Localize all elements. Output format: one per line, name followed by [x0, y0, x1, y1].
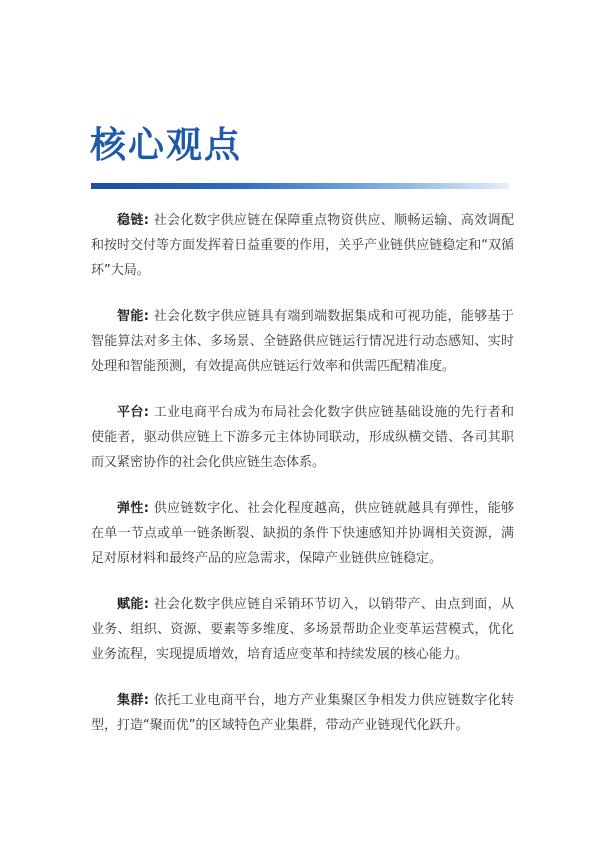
point-platform: [91, 400, 514, 475]
point-term: 智能: [117, 309, 144, 324]
point-text: 依托工业电商平台，地方产业集聚区争相发力供应链数字化转型，打造“聚而优”的区域特色产业集群，带动产业链现代化跃升。: [91, 693, 514, 733]
point-cluster: [91, 688, 514, 738]
point-text: 工业电商平台成为布局社会化数字供应链基础设施的先行者和使能者，驱动供应链上下游多元主体协同联动，形成纵横交错、各司其职而又紧密协作的社会化供应链生态体系。: [91, 405, 514, 470]
term-separator: :: [143, 309, 154, 324]
term-separator: :: [143, 693, 154, 708]
point-term: 稳链: [117, 213, 144, 228]
key-points-list: [91, 208, 514, 759]
point-intelligent: [91, 304, 514, 379]
term-separator: :: [143, 501, 154, 516]
term-separator: :: [143, 597, 154, 612]
point-term: 弹性: [117, 501, 144, 516]
point-text: 供应链数字化、社会化程度越高，供应链就越具有弹性，能够在单一节点或单一链条断裂、缺损的条件下快速感知并协调相关资源，满足对原材料和最终产品的应急需求，保障产业链供应链稳定。: [91, 501, 514, 566]
point-empowerment: [91, 592, 514, 667]
point-term: 平台: [117, 405, 144, 420]
point-text: 社会化数字供应链在保障重点物资供应、顺畅运输、高效调配和按时交付等方面发挥着日益重要的作用，关乎产业链供应链稳定和“双循环”大局。: [91, 213, 514, 278]
title-underline: [91, 183, 509, 189]
point-resilience: [91, 496, 514, 571]
point-stable-chain: [91, 208, 514, 283]
point-text: 社会化数字供应链具有端到端数据集成和可视功能，能够基于智能算法对多主体、多场景、全链路供应链运行情况进行动态感知、实时处理和智能预测，有效提高供应链运行效率和供需匹配精准度。: [91, 309, 514, 374]
term-separator: :: [143, 213, 154, 228]
term-separator: :: [143, 405, 154, 420]
point-term: 集群: [117, 693, 144, 708]
page-title: 核心观点: [90, 125, 243, 166]
point-text: 社会化数字供应链自采销环节切入，以销带产、由点到面，从业务、组织、资源、要素等多维度、多场景帮助企业变革运营模式，优化业务流程，实现提质增效，培育适应变革和持续发展的核心能力。: [91, 597, 514, 662]
point-term: 赋能: [117, 597, 144, 612]
